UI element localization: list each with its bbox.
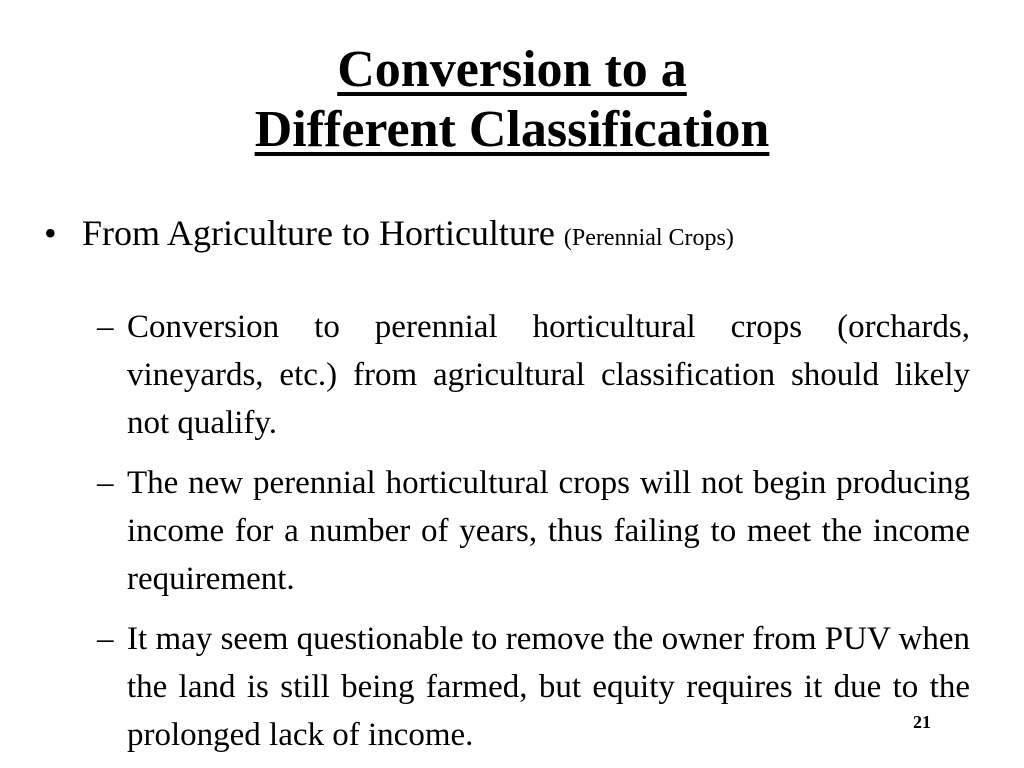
bullet-note: (Perennial Crops): [563, 225, 734, 251]
subpoint-item: [97, 303, 970, 447]
subpoint-item: [97, 615, 970, 759]
title-line-2: Different Classification: [254, 101, 770, 158]
title-line-1: Conversion to a: [337, 41, 687, 98]
subpoint-item: [97, 459, 970, 603]
subpoint-list: [97, 303, 970, 768]
bullet-text: From Agriculture to Horticulture: [82, 213, 555, 253]
subpoint-text: Conversion to perennial horticultural crops (orchards, vineyards, etc.) from agricultural classification should likely not qualify.: [127, 309, 970, 441]
subpoint-text: It may seem questionable to remove the owner from PUV when the land is still being farmed, but equity requires it due to the prolonged lack of income.: [127, 621, 970, 753]
bullet-marker: •: [44, 213, 57, 253]
subpoint-marker: –: [97, 465, 114, 501]
subpoint-text: The new perennial horticultural crops will not begin producing income for a number of years, thus failing to meet the income requirement.: [127, 465, 970, 597]
page-number: 21: [913, 712, 931, 732]
subpoint-marker: –: [97, 309, 114, 345]
slide-title: [0, 40, 1024, 160]
main-bullet: [44, 210, 734, 261]
subpoint-marker: –: [97, 621, 114, 657]
